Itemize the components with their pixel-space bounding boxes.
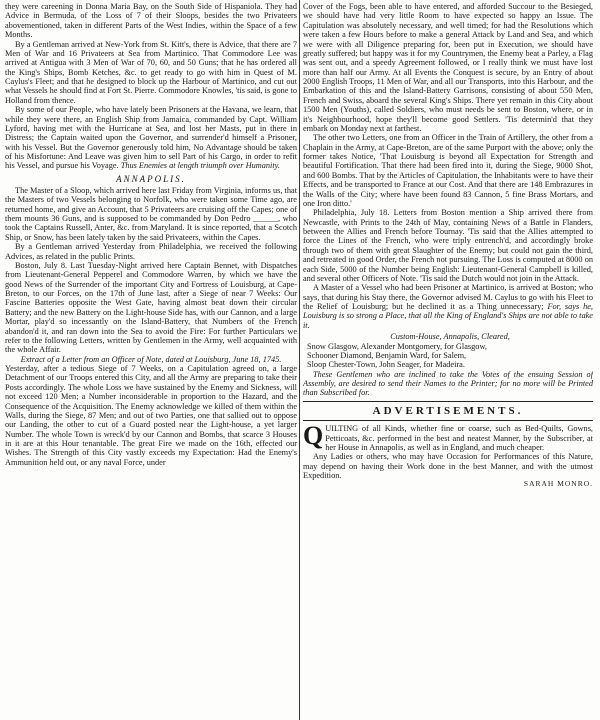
customs-house-entries bbox=[303, 332, 593, 370]
article-paragraph bbox=[303, 283, 593, 330]
advertisement-body-2: Any Ladies or others, who may have Occasion for Performances of this Nature, may depend on having their Work done in the best Manner, and with the utmost Expedition. bbox=[303, 452, 593, 481]
paragraph-italic-tail: For, says he, Louisburg is so strong a Place, that all the King of England's Ships are not able to take it. bbox=[303, 302, 593, 330]
letter-extract-heading: Extract of a Letter from an Officer of Note, dated at Louisburg, June 18, 1745. bbox=[20, 354, 282, 364]
left-column bbox=[5, 2, 297, 716]
paragraph-text: By some of our People, who have lately been Prisoners at the Havana, we learn, that while they were there, an English Ship from Jamaica, commanded by Capt. William Lyford, having met with the Hurricane at Sea, and lost her Masts, put in there in Distress; the Captain waited upon the Governor, and surrender'd himself a Prisoner, with his Vessel. But the Governor generously told him, No Advantage should be taken of his Misfortune: And Leave was given him to sell Part of his Cargo, in order to refit his Vessel, and pursue his Voyage. bbox=[5, 105, 297, 171]
drop-cap: Q bbox=[303, 421, 324, 451]
customs-heading: Custom-House, Annapolis, Cleared, bbox=[390, 332, 510, 342]
column-divider bbox=[299, 0, 300, 720]
entry-line: Schooner Diamond, Benjamin Ward, for Salem, bbox=[307, 350, 467, 360]
right-column bbox=[303, 2, 593, 716]
entry-line: Sloop Chester-Town, John Seager, for Madeira. bbox=[307, 360, 465, 370]
article-paragraph: Boston, July 8. Last Tuesday-Night arrived here Captain Bennet, with Dispatches from Lieutenant-General Pepperel and Commodore Warren, by which we have the good News of the Surrender of the important City and Fortress of Louisburg, at Cape-Breton, to our Forces, on the 17th of June last, after a Siege of near 7 Weeks: Our Fascine Batteries opposite the West Gate, having almost beat down their circular Battery; and the new Battery on the Light-house Side has, with our Cannon, and a large Mortar, play'd so incessantly on the Island-Battery, that Numbers of the French abandon'd it, and ran down into the Sea to avoid the Fire: For further Particulars we refer to the following Letters, written by Gentlemen in the Army, well acquainted with the whole Affair. bbox=[5, 260, 297, 355]
section-heading-annapolis: ANNAPOLIS. bbox=[116, 173, 186, 184]
article-paragraph: By a Gentleman arrived Yesterday from Philadelphia, we received the following Advices, as related in the public Prints. bbox=[5, 242, 297, 261]
paragraph-text: A Master of a Vessel who had been Prisoner at Martinico, is arrived at Boston; who says, that during his Stay there, the Governor advised M. Caylus to go with his Fleet to the Relief of Louisburg; but he declined it as a Thing unnecessary; bbox=[303, 283, 593, 311]
article-paragraph: Philadelphia, July 18. Letters from Boston mention a Ship arrived there from Newcastle, with Prints to the 24th of May, containing News of a Battle in Flanders, between the Allies and French before Tournay. 'Tis said that the Allies attempted to force the Lines of the French, who were triply entrench'd, and accordingly broke through two of them with great Slaughter of the Enemy; but could not gain the third, and retreated in good Order, the French not pursuing. The Loss is computed at 8000 on each Side, 5000 of the Number being English: Lieutenant-General Campbell is killed, and several other Officers of Note. 'Tis said the Dutch would not join in the Attack. bbox=[303, 208, 593, 283]
advertiser-signature: SARAH MONRO. bbox=[523, 479, 593, 489]
article-paragraph: The Master of a Sloop, which arrived here last Friday from Virginia, informs us, that the Masters of two Vessels belonging to Norfolk, who were taken some Time ago, are returned home, and give an Account, that 5 Privateers are cruising off the Capes; one of them mounts 36 Guns, and is supposed to be commanded by Don Pedro ______, who took the Captains Russell, Anter, &c. from Maryland. It is since reported, that a Scotch Ship, or Snow, has been lately taken by the said Privateers, within the Capes. bbox=[5, 185, 297, 242]
advertisement-body bbox=[303, 421, 593, 452]
article-paragraph bbox=[5, 105, 297, 171]
article-paragraph: By a Gentleman arrived at New-York from St. Kitt's, there is Advice, that there are 7 Men of War and 16 Privateers at Sea from Martinico. That Commodore Lee was arrived at Antigua with 3 Men of War of 70, 60, and 50 Guns; that he has ordered all the King's Ships, Bomb Ketches, &c. to get ready to go with him in Quest of M. Caylus's Fleet; and that he designed to block up the Harbour of Martinico, and cut out what Vessels he should find at Fort St. Pierre. Commodore Knowles, 'tis said, is gone to Holland from thence. bbox=[5, 39, 297, 105]
article-paragraph: The other two Letters, one from an Officer in the Train of Artillery, the other from a Chaplain in the Army, at Cape-Breton, are of the same Purport with the above; only the former takes Notice, 'That Louisburg is beyond all Expectation for Strength and beautiful Fortification. That there had been fired into it, during the Siege, 9000 Shot, and 600 Bombs. That by the Articles of Capitulation, the Inhabitants were to have their Effects, and be transported to France at our Cost. And that there are 148 Embrazures in the Walls of the City; where have been found 83 Cannon, 5 fine Brass Mortars, and one Iron ditto.' bbox=[303, 133, 593, 208]
letter-paragraph: Yesterday, after a tedious Siege of 7 Weeks, on a Capitulation agreed on, a large Detachment of our Troops entered this City, and all the Army are preparing to take their Posts accordingly. The whole Loss we have sustained by the Enemy and Sickness, will not exceed 120 Men; a Number inconsiderable in proportion to the Hazard, and the Consequence of the Acquisition. The Enemy acknowledge we killed of them within the Walls, during the Siege, 87 Men; and out of two Parties, one that sallied out to oppose our Landing, the other to cut of a Guard posted near the Light-house, a yet larger Number. The whole Town is wreck'd by our Cannon and Bombs, that scarce 3 Houses in it are at this Hour tenantable. The great Fire we made on the 16th, effected our Wishes. The Strength of this City vastly exceeds my Expectation: Had the Enemy's Ammunition held out, or any naval Force, under bbox=[5, 364, 297, 467]
article-paragraph: Cover of the Fogs, been able to have entered, and afforded Succour to the Besieged, we should have had very little Room to have expected so happy an Issue. The Capitulation was absolutely necessary, and well timed; for had the Resolutions which were taken a few Hours before to make a general Attack by Land and Sea, and which we were with all Diligence preparing for, been put in Execution, we should have greatly suffered; but happy was it for my Countrymen, the Enemy beat a Parley, a Flag was sent out, and a speedy Agreement followed, or I really think we must have lost more than half our Army. At all Events the Conquest is secure, by an Entry of about 2000 English Troops, 11 Men of War, and all our Transports, into this Harbour, and the Embarkation of this and the Island-Battery Garrisons, consisting of about 550 Men, French and Swiss, aboard the several King's Ships. There yet remain in this City about 1500 Men (Youths), called Soldiers, who must needs be sent to Boston, where, or in it's Neighbourhood, hope they'll become good Settlers. 'Tis determin'd that they embark on Monday next at farthest. bbox=[303, 2, 593, 133]
paragraph-italic-tail: Thus Enemies at length triumph over Humanity. bbox=[120, 161, 280, 171]
entry-line: Snow Glasgow, Alexander Montgomery, for Glasgow, bbox=[307, 341, 487, 351]
advertisement-text: UILTING of all Kinds, whether fine or coarse, such as Bed-Quilts, Gowns, Petticoats, &c. performed in the best and neatest Manner, by the Subscriber, at her House in Annapolis, as well as in England, and much cheaper. bbox=[325, 424, 593, 452]
advertisements-heading: ADVERTISEMENTS. bbox=[303, 401, 593, 421]
article-paragraph: they were careening in Donna Maria Bay, on the South Side of Hispaniola. They had Advice in Bermuda, of the Loss of 7 of their Sloops, besides the two Privateers abovementioned, taken in different Parts of the West Indies, within the Space of a few Months. bbox=[5, 2, 297, 40]
subscription-notice: These Gentlemen who are inclined to take the Votes of the ensuing Session of Assembly, are desired to send their Names to the Printer; for no more will be Printed than Subscribed for. bbox=[303, 369, 593, 398]
